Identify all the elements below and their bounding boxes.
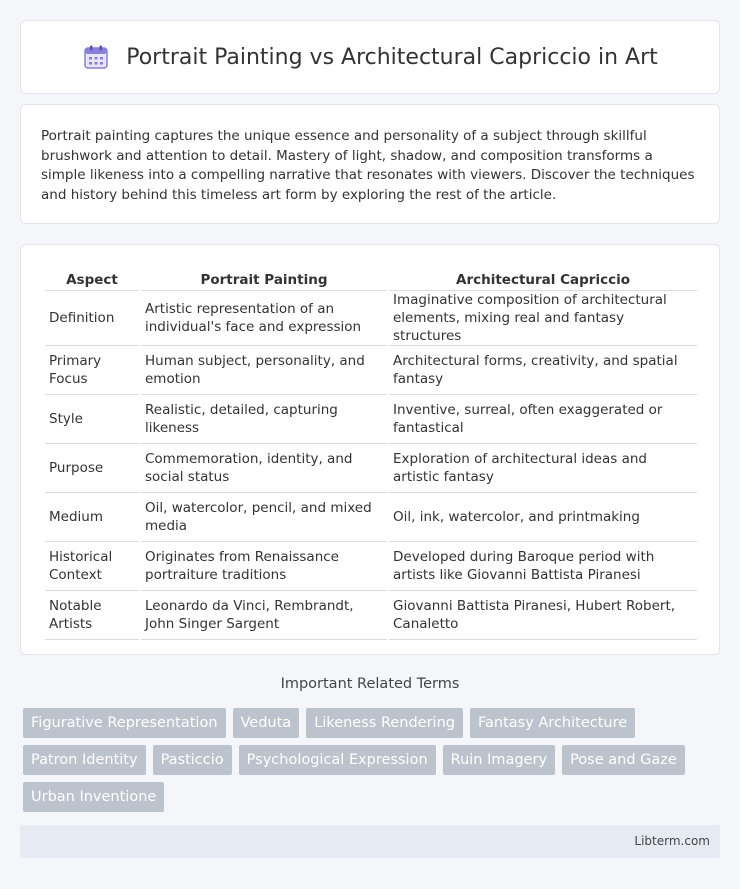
title-wrap: [82, 43, 658, 71]
table-cell-aspect: Medium: [45, 493, 139, 542]
table-row: [45, 542, 697, 591]
related-term-tag[interactable]: Urban Inventione: [23, 782, 164, 812]
table-cell-aspect: Historical Context: [45, 542, 139, 591]
table-cell-aspect: Style: [45, 395, 139, 444]
table-row: [45, 591, 697, 640]
footer: [20, 825, 720, 858]
table-cell-capriccio: Exploration of architectural ideas and artistic fantasy: [389, 444, 697, 493]
table-header-row: [45, 265, 697, 291]
related-term-tag[interactable]: Figurative Representation: [23, 708, 226, 738]
table-cell-portrait: Oil, watercolor, pencil, and mixed media: [141, 493, 387, 542]
related-term-tag[interactable]: Patron Identity: [23, 745, 146, 775]
table-row: [45, 291, 697, 346]
table-cell-aspect: Primary Focus: [45, 346, 139, 395]
comparison-table-card: [20, 244, 720, 655]
related-term-tag[interactable]: Veduta: [233, 708, 300, 738]
table-cell-capriccio: Developed during Baroque period with artists like Giovanni Battista Piranesi: [389, 542, 697, 591]
table-row: [45, 346, 697, 395]
table-cell-aspect: Definition: [45, 291, 139, 346]
column-header-capriccio: Architectural Capriccio: [389, 265, 697, 291]
table-cell-capriccio: Inventive, surreal, often exaggerated or fantastical: [389, 395, 697, 444]
intro-paragraph: Portrait painting captures the unique essence and personality of a subject through skillful brushwork and attention to detail. Mastery of light, shadow, and composition transforms a simple likeness into a compelling narrative that resonates with viewers. Discover the techniques and history behind this timeless art form by exploring the rest of the article.: [41, 128, 695, 203]
table-cell-capriccio: Giovanni Battista Piranesi, Hubert Robert, Canaletto: [389, 591, 697, 640]
related-term-tag[interactable]: Ruin Imagery: [443, 745, 555, 775]
related-term-tag[interactable]: Pasticcio: [153, 745, 232, 775]
table-cell-portrait: Human subject, personality, and emotion: [141, 346, 387, 395]
related-terms-list: [23, 708, 717, 812]
related-term-tag[interactable]: Likeness Rendering: [306, 708, 463, 738]
column-header-aspect: Aspect: [45, 265, 139, 291]
table-row: [45, 493, 697, 542]
table-cell-aspect: Notable Artists: [45, 591, 139, 640]
header-card: [20, 20, 720, 94]
table-cell-portrait: Originates from Renaissance portraiture traditions: [141, 542, 387, 591]
table-cell-portrait: Leonardo da Vinci, Rembrandt, John Singer Sargent: [141, 591, 387, 640]
table-cell-capriccio: Oil, ink, watercolor, and printmaking: [389, 493, 697, 542]
column-header-portrait: Portrait Painting: [141, 265, 387, 291]
table-cell-portrait: Commemoration, identity, and social status: [141, 444, 387, 493]
related-term-tag[interactable]: Fantasy Architecture: [470, 708, 635, 738]
footer-site-link[interactable]: Libterm.com: [634, 834, 710, 848]
comparison-table: [43, 265, 699, 640]
related-term-tag[interactable]: Psychological Expression: [239, 745, 436, 775]
table-cell-portrait: Realistic, detailed, capturing likeness: [141, 395, 387, 444]
table-cell-portrait: Artistic representation of an individual's face and expression: [141, 291, 387, 346]
table-cell-aspect: Purpose: [45, 444, 139, 493]
intro-card: [20, 104, 720, 224]
table-cell-capriccio: Imaginative composition of architectural elements, mixing real and fantasy structures: [389, 291, 697, 346]
related-terms-heading: Important Related Terms: [280, 676, 460, 692]
table-row: [45, 395, 697, 444]
table-cell-capriccio: Architectural forms, creativity, and spatial fantasy: [389, 346, 697, 395]
page-title: Portrait Painting vs Architectural Capriccio in Art: [126, 44, 658, 70]
related-term-tag[interactable]: Pose and Gaze: [562, 745, 685, 775]
table-row: [45, 444, 697, 493]
calendar-icon: [82, 43, 110, 71]
